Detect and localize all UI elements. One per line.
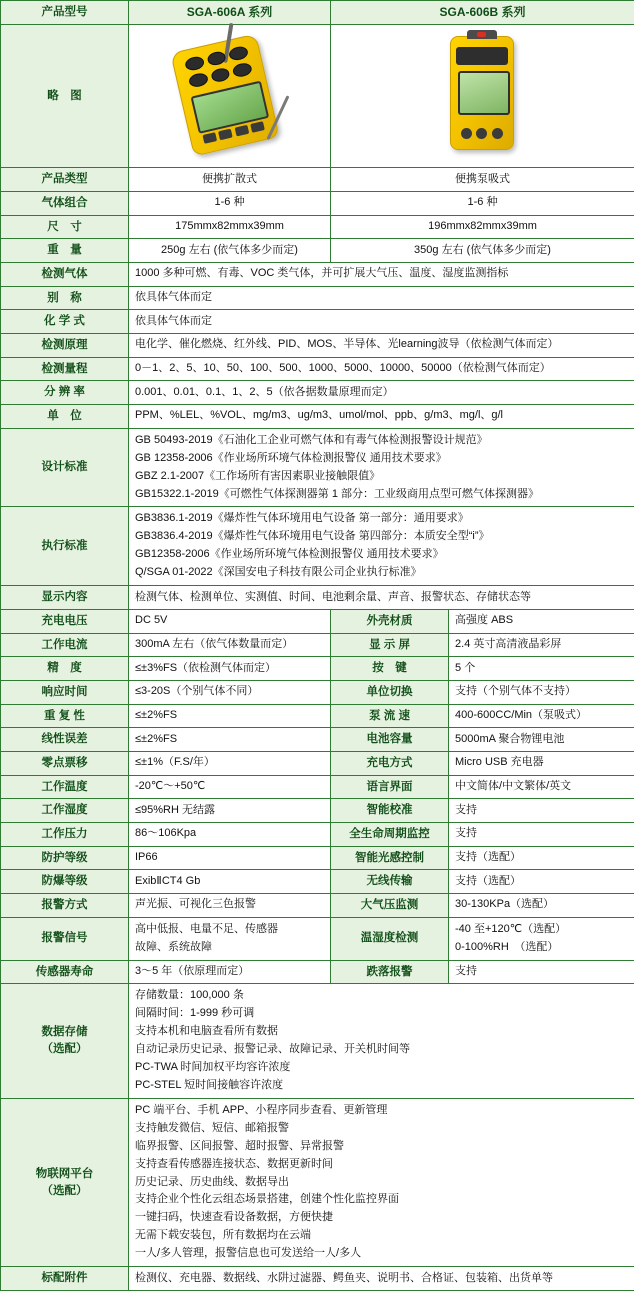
light-sensing-value: 支持（选配） [449, 846, 634, 870]
row-label-charge-method: 充电方式 [331, 751, 449, 775]
iot-label-line: 物联网平台 [7, 1166, 122, 1183]
row-label-drop-alarm: 跌落报警 [331, 960, 449, 984]
row-label-shell-material: 外壳材质 [331, 609, 449, 633]
gas-detector-pump-icon [408, 28, 558, 158]
table-row-sensor-life [1, 960, 634, 984]
iot-line: 支持企业个性化云组态场景搭建，创建个性化监控界面 [135, 1191, 628, 1209]
display-content-value: 检测气体、检测单位、实测值、时间、电池剩余量、声音、报警状态、存储状态等 [129, 586, 634, 610]
row-label-weight: 重 量 [1, 239, 129, 263]
alarm-signal-value [129, 917, 331, 960]
weight-b: 350g 左右 (依气体多少而定) [331, 239, 634, 263]
exec-standard-line: GB3836.4-2019《爆炸性气体环境用电气设备 第四部分：本质安全型“i”》 [135, 528, 628, 546]
data-storage-line: 存储数量：100,000 条 [135, 987, 628, 1005]
row-label-unit: 单 位 [1, 405, 129, 429]
response-time-value: ≤3-20S（个别气体不同） [129, 680, 331, 704]
temp-humidity-line: -40 至+120℃（选配） [455, 921, 628, 939]
iot-line: 一人/多人管理，报警信息也可发送给一人/多人 [135, 1245, 628, 1263]
pressure-monitor-value: 30-130KPa（选配） [449, 893, 634, 917]
data-storage-line: PC-STEL 短时间接触容许浓度 [135, 1077, 628, 1095]
row-label-display-content: 显示内容 [1, 586, 129, 610]
data-storage-line: 自动记录历史记录、报警记录、故障记录、开关机时间等 [135, 1041, 628, 1059]
table-row-size [1, 215, 634, 239]
row-label-model: 产品型号 [1, 1, 129, 25]
drop-alarm-value: 支持 [449, 960, 634, 984]
table-row-range [1, 357, 634, 381]
row-label-explosion-grade: 防爆等级 [1, 870, 129, 894]
table-row-model [1, 1, 634, 25]
working-current-value: 300mA 左右（依气体数量而定） [129, 633, 331, 657]
table-row-pair [1, 870, 634, 894]
display-screen-value: 2.4 英寸高清液晶彩屏 [449, 633, 634, 657]
iot-line: 无需下载安装包，所有数据均在云端 [135, 1227, 628, 1245]
product-type-a: 便携扩散式 [129, 168, 331, 192]
data-storage-label-line: 数据存储 [7, 1024, 122, 1041]
keys-value: 5 个 [449, 657, 634, 681]
iot-line: 临界报警、区间报警、超时报警、异常报警 [135, 1138, 628, 1156]
row-label-range: 检测量程 [1, 357, 129, 381]
sensor-life-value: 3～5 年（依原理而定） [129, 960, 331, 984]
table-row-resolution [1, 381, 634, 405]
row-label-charge-voltage: 充电电压 [1, 609, 129, 633]
row-label-working-temperature: 工作温度 [1, 775, 129, 799]
charge-voltage-value: DC 5V [129, 609, 331, 633]
data-storage-line: 支持本机和电脑查看所有数据 [135, 1023, 628, 1041]
product-image-b [331, 25, 634, 168]
unit-switch-value: 支持（个别气体不支持） [449, 680, 634, 704]
row-label-unit-switch: 单位切换 [331, 680, 449, 704]
table-row-pair [1, 680, 634, 704]
iot-line: 历史记录、历史曲线、数据导出 [135, 1174, 628, 1192]
row-label-wireless: 无线传输 [331, 870, 449, 894]
table-row-pair [1, 657, 634, 681]
table-row-diagram [1, 25, 634, 168]
row-label-working-current: 工作电流 [1, 633, 129, 657]
resolution-value: 0.001、0.01、0.1、1、2、5（依各据数量原理而定） [129, 381, 634, 405]
row-label-light-sensing: 智能光感控制 [331, 846, 449, 870]
zero-drift-value: ≤±1%（F.S/年） [129, 751, 331, 775]
unit-value: PPM、%LEL、%VOL、mg/m3、ug/m3、umol/mol、ppb、g/m3、mg/l、g/l [129, 405, 634, 429]
data-storage-line: 间隔时间：1-999 秒可调 [135, 1005, 628, 1023]
alarm-signal-line: 故障、系统故障 [135, 939, 324, 957]
design-standard-line: GB 12358-2006《作业场所环境气体检测报警仪 通用技术要求》 [135, 450, 628, 468]
row-label-display-screen: 显 示 屏 [331, 633, 449, 657]
iot-line: PC 端平台、手机 APP、小程序同步查看、更新管理 [135, 1102, 628, 1120]
row-label-working-pressure: 工作压力 [1, 822, 129, 846]
design-standard-line: GBZ 2.1-2007《工作场所有害因素职业接触限值》 [135, 468, 628, 486]
size-a: 175mmx82mmx39mm [129, 215, 331, 239]
column-header-a: SGA-606A 系列 [129, 1, 331, 25]
gas-detector-diffusion-icon [155, 28, 305, 158]
row-label-alarm-method: 报警方式 [1, 893, 129, 917]
iot-platform-list [129, 1098, 634, 1266]
row-label-data-storage [1, 984, 129, 1099]
language-value: 中文简体/中文繁体/英文 [449, 775, 634, 799]
row-label-smart-calibration: 智能校准 [331, 799, 449, 823]
exec-standard-line: GB3836.1-2019《爆炸性气体环境用电气设备 第一部分：通用要求》 [135, 510, 628, 528]
table-row-pair [1, 633, 634, 657]
row-label-accuracy: 精 度 [1, 657, 129, 681]
working-temperature-value: -20℃～+50℃ [129, 775, 331, 799]
temp-humidity-line: 0-100%RH （选配） [455, 939, 628, 957]
row-label-principle: 检测原理 [1, 334, 129, 358]
row-label-keys: 按 键 [331, 657, 449, 681]
row-label-formula: 化 学 式 [1, 310, 129, 334]
explosion-grade-value: ExibⅡCT4 Gb [129, 870, 331, 894]
weight-a: 250g 左右 (依气体多少而定) [129, 239, 331, 263]
row-label-language: 语言界面 [331, 775, 449, 799]
table-row-detect-gas [1, 263, 634, 287]
table-row-gas-combo [1, 192, 634, 216]
row-label-working-humidity: 工作湿度 [1, 799, 129, 823]
product-type-b: 便携泵吸式 [331, 168, 634, 192]
table-row-pair [1, 704, 634, 728]
row-label-alarm-signal: 报警信号 [1, 917, 129, 960]
table-row-pair [1, 822, 634, 846]
row-label-accessories: 标配附件 [1, 1267, 129, 1291]
row-label-zero-drift: 零点票移 [1, 751, 129, 775]
shell-material-value: 高强度 ABS [449, 609, 634, 633]
table-row-design-standard [1, 428, 634, 507]
working-humidity-value: ≤95%RH 无结露 [129, 799, 331, 823]
row-label-sensor-life: 传感器寿命 [1, 960, 129, 984]
design-standard-list [129, 428, 634, 507]
alarm-signal-line: 高中低报、电量不足、传感器 [135, 921, 324, 939]
battery-capacity-value: 5000mA 聚合物锂电池 [449, 728, 634, 752]
gas-combo-b: 1-6 种 [331, 192, 634, 216]
exec-standard-line: Q/SGA 01-2022《深国安电子科技有限公司企业执行标准》 [135, 564, 628, 582]
table-row-pair [1, 846, 634, 870]
row-label-resolution: 分 辨 率 [1, 381, 129, 405]
iot-line: 支持触发微信、短信、邮箱报警 [135, 1120, 628, 1138]
design-standard-line: GB15322.1-2019《可燃性气体探测器第 1 部分：工业级商用点型可燃气体探测器》 [135, 486, 628, 504]
table-row-formula [1, 310, 634, 334]
lifecycle-monitor-value: 支持 [449, 822, 634, 846]
row-label-temp-humidity: 温湿度检测 [331, 917, 449, 960]
linear-error-value: ≤±2%FS [129, 728, 331, 752]
iot-line: 支持查看传感器连接状态、数据更新时间 [135, 1156, 628, 1174]
protection-grade-value: IP66 [129, 846, 331, 870]
principle-value: 电化学、催化燃烧、红外线、PID、MOS、半导体、光learning波导（依检测气体而定） [129, 334, 634, 358]
alias-value: 依具体气体而定 [129, 286, 634, 310]
table-row-pair [1, 893, 634, 917]
accuracy-value: ≤±3%FS（依检测气体而定） [129, 657, 331, 681]
working-pressure-value: 86～106Kpa [129, 822, 331, 846]
table-row-pair [1, 751, 634, 775]
data-storage-label-line: （选配） [7, 1041, 122, 1058]
row-label-detect-gas: 检测气体 [1, 263, 129, 287]
row-label-repeatability: 重 复 性 [1, 704, 129, 728]
table-row-accessories [1, 1267, 634, 1291]
pump-flow-value: 400-600CC/Min（泵吸式） [449, 704, 634, 728]
table-row-weight [1, 239, 634, 263]
table-row-principle [1, 334, 634, 358]
alarm-method-value: 声光振、可视化三色报警 [129, 893, 331, 917]
wireless-value: 支持（选配） [449, 870, 634, 894]
row-label-exec-standard: 执行标准 [1, 507, 129, 586]
table-row-pair [1, 609, 634, 633]
column-header-b: SGA-606B 系列 [331, 1, 634, 25]
accessories-value: 检测仪、充电器、数据线、水阱过滤器、鳄鱼夹、说明书、合格证、包装箱、出货单等 [129, 1267, 634, 1291]
row-label-pump-flow: 泵 流 速 [331, 704, 449, 728]
row-label-pressure-monitor: 大气压监测 [331, 893, 449, 917]
row-label-linear-error: 线性误差 [1, 728, 129, 752]
size-b: 196mmx82mmx39mm [331, 215, 634, 239]
data-storage-line: PC-TWA 时间加权平均容许浓度 [135, 1059, 628, 1077]
row-label-iot-platform [1, 1098, 129, 1266]
table-row-exec-standard [1, 507, 634, 586]
exec-standard-list [129, 507, 634, 586]
formula-value: 依具体气体而定 [129, 310, 634, 334]
charge-method-value: Micro USB 充电器 [449, 751, 634, 775]
table-row-display-content [1, 586, 634, 610]
row-label-product-type: 产品类型 [1, 168, 129, 192]
table-row-alias [1, 286, 634, 310]
row-label-protection-grade: 防护等级 [1, 846, 129, 870]
design-standard-line: GB 50493-2019《石油化工企业可燃气体和有毒气体检测报警设计规范》 [135, 432, 628, 450]
row-label-lifecycle-monitor: 全生命周期监控 [331, 822, 449, 846]
table-row-pair [1, 775, 634, 799]
table-row-iot-platform [1, 1098, 634, 1266]
gas-combo-a: 1-6 种 [129, 192, 331, 216]
row-label-battery-capacity: 电池容量 [331, 728, 449, 752]
table-row-pair [1, 728, 634, 752]
iot-line: 一键扫码，快速查看设备数据，方便快捷 [135, 1209, 628, 1227]
table-row-product-type [1, 168, 634, 192]
product-image-a [129, 25, 331, 168]
range-value: 0－1、2、5、10、50、100、500、1000、5000、10000、50000（依检测气体而定） [129, 357, 634, 381]
temp-humidity-value [449, 917, 634, 960]
exec-standard-line: GB12358-2006《作业场所环境气体检测报警仪 通用技术要求》 [135, 546, 628, 564]
row-label-gas-combo: 气体组合 [1, 192, 129, 216]
detect-gas-value: 1000 多种可燃、有毒、VOC 类气体，并可扩展大气压、温度、湿度监测指标 [129, 263, 634, 287]
iot-label-line: （选配） [7, 1183, 122, 1200]
repeatability-value: ≤±2%FS [129, 704, 331, 728]
table-row-unit [1, 405, 634, 429]
data-storage-list [129, 984, 634, 1099]
row-label-size: 尺 寸 [1, 215, 129, 239]
table-row-pair [1, 799, 634, 823]
row-label-diagram: 略 图 [1, 25, 129, 168]
row-label-alias: 别 称 [1, 286, 129, 310]
smart-calibration-value: 支持 [449, 799, 634, 823]
row-label-design-standard: 设计标准 [1, 428, 129, 507]
row-label-response-time: 响应时间 [1, 680, 129, 704]
table-row-alarm-signal [1, 917, 634, 960]
table-row-data-storage [1, 984, 634, 1099]
